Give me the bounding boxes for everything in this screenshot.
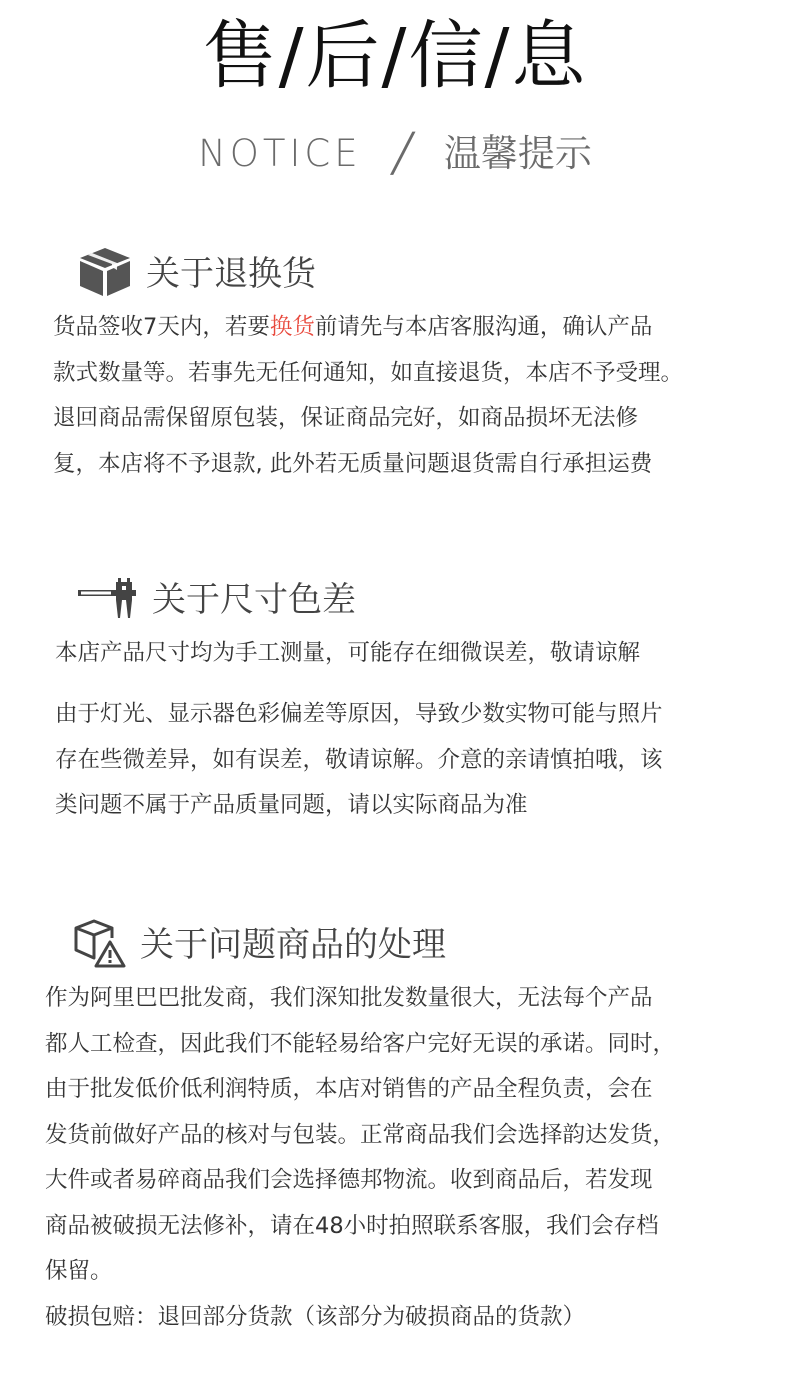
caliper-icon — [78, 576, 138, 624]
subtitle-english: NOTICE — [198, 132, 362, 175]
section-text-returns — [53, 305, 683, 487]
damaged-box-warning-icon — [72, 918, 126, 972]
highlight-text: 换货 — [269, 314, 315, 340]
text-fragment: 货品签收7天内，若要 — [53, 314, 270, 340]
text-line: 类问题不属于产品质量同题，请以实际商品为准 — [55, 792, 528, 818]
text-line: 大件或者易碎商品我们会选择德邦物流。收到商品后，若发现 — [45, 1167, 653, 1193]
text-line: 本店产品尺寸均为手工测量，可能存在细微误差，敬请谅解 — [55, 640, 641, 666]
text-line: 由于灯光、显示器色彩偏差等原因，导致少数实物可能与照片 — [55, 701, 663, 727]
section-heading-size — [78, 575, 356, 625]
text-line: 作为阿里巴巴批发商，我们深知批发数量很大，无法每个产品 — [45, 985, 653, 1011]
text-line: 保留。 — [45, 1258, 113, 1284]
section-heading-label: 关于尺寸色差 — [152, 580, 356, 620]
subtitle-slash: ╱ — [391, 132, 414, 175]
text-line: 退回商品需保留原包装，保证商品完好，如商品损坏无法修 — [53, 405, 639, 431]
section-heading-returns — [78, 246, 316, 302]
section-heading-label: 关于退换货 — [146, 254, 316, 294]
text-line: 存在些微差异，如有误差，敬请谅解。介意的亲请慎拍哦，该 — [55, 746, 663, 773]
section-text-issues — [45, 976, 675, 1340]
page-title: 售/后/信/息 — [202, 13, 588, 99]
text-line: 破损包赔：退回部分货款（该部分为破损商品的货款） — [45, 1303, 586, 1330]
text-line: 款式数量等。若事先无任何通知，如直接退货，本店不予受理。 — [53, 359, 684, 386]
text-line — [53, 305, 683, 351]
text-line: 商品被破损无法修补，请在48小时拍照联系客服，我们会存档 — [45, 1212, 659, 1239]
text-fragment: 前请先与本店客服沟通，确认产品 — [314, 314, 653, 340]
text-line: 都人工检查，因此我们不能轻易给客户完好无误的承诺。同时， — [45, 1030, 676, 1057]
section-text-color — [55, 692, 663, 829]
text-line: 由于批发低价低利润特质，本店对销售的产品全程负责，会在 — [45, 1076, 653, 1102]
subtitle — [0, 126, 790, 182]
section-heading-issues — [72, 918, 446, 972]
section-text-size — [55, 631, 640, 677]
subtitle-chinese: 温馨提示 — [443, 132, 592, 175]
text-line: 复，本店将不予退款, 此外若无质量问题退货需自行承担运费 — [53, 450, 653, 477]
package-box-icon — [78, 246, 132, 302]
section-heading-label: 关于问题商品的处理 — [140, 925, 446, 965]
text-line: 发货前做好产品的核对与包装。正常商品我们会选择韵达发货， — [45, 1121, 676, 1148]
